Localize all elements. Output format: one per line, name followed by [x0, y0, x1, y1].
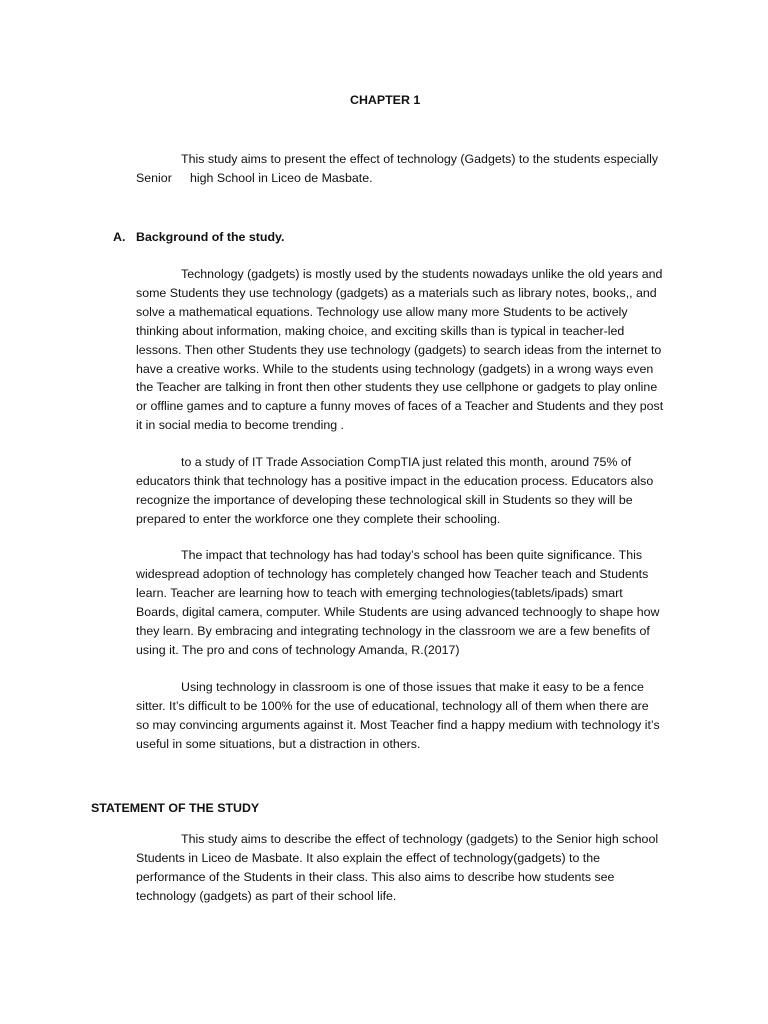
paragraph-line: prepared to enter the workforce one they complete their schooling.	[136, 511, 501, 526]
paragraph-line: Boards, digital camera, computer. While Students are using advanced technoogly to shape how	[136, 604, 660, 619]
paragraph-line: or offline games and to capture a funny moves of faces of a Teacher and Students and they post	[136, 399, 664, 414]
paragraph-line: The impact that technology has had today’s school has been quite significance. This	[181, 548, 643, 562]
paragraph-line: technology (gadgets) as part of their school life.	[136, 888, 397, 903]
paragraph-line: solve a mathematical equations. Technology use allow many more Students to be actively	[136, 304, 628, 319]
paragraph-line: educators think that technology has a positive impact in the education process. Educators also	[136, 473, 654, 488]
paragraph-line: Technology (gadgets) is mostly used by the students nowadays unlike the old years and	[181, 267, 663, 281]
paragraph-line: some Students they use technology (gadgets) as a materials such as library notes, books,, and	[136, 285, 657, 300]
background-paragraph-4	[136, 678, 696, 754]
paragraph-line: thinking about information, making choice, and exciting skills than is typical in teacher-led	[136, 323, 625, 338]
intro-line-2b: high School in Liceo de Masbate.	[190, 171, 373, 185]
statement-paragraph	[136, 830, 696, 906]
intro-line-1: This study aims to present the effect of technology (Gadgets) to the students especially	[181, 152, 659, 166]
paragraph-line: useful in some situations, but a distraction in others.	[136, 736, 421, 751]
paragraph-line: performance of the Students in their class. This also aims to describe how students see	[136, 869, 615, 884]
background-paragraph-1	[136, 265, 696, 435]
paragraph-line: Using technology in classroom is one of those issues that make it easy to be a fence	[181, 680, 644, 694]
section-a-heading: Background of the study.	[136, 230, 285, 244]
paragraph-line: the Teacher are talking in front then other students they use cellphone or gadgets to play online	[136, 380, 658, 395]
background-paragraph-2	[136, 453, 696, 529]
paragraph-line: lessons. Then other Students they use technology (gadgets) to search ideas from the internet to	[136, 342, 662, 357]
paragraph-line: This study aims to describe the effect of technology (gadgets) to the Senior high school	[181, 832, 659, 846]
paragraph-line: sitter. It’s difficult to be 100% for the use of educational, technology all of them when there are	[136, 698, 649, 713]
paragraph-line: so may convincing arguments against it. Most Teacher find a happy medium with technology it’s	[136, 717, 660, 732]
background-paragraph-3	[136, 546, 696, 659]
statement-heading: STATEMENT OF THE STUDY	[91, 801, 260, 815]
paragraph-line: widespread adoption of technology has completely changed how Teacher teach and Students	[136, 566, 649, 581]
paragraph-line: Students in Liceo de Masbate. It also explain the effect of technology(gadgets) to the	[136, 850, 601, 865]
section-a-marker: A.	[113, 230, 126, 244]
paragraph-line: to a study of IT Trade Association CompTIA just related this month, around 75% of	[181, 455, 632, 469]
chapter-title: CHAPTER 1	[350, 93, 421, 107]
paragraph-line: they learn. By embracing and integrating technology in the classroom we are a few benefits of	[136, 623, 650, 638]
paragraph-line: have a creative works. While to the students using technology (gadgets) in a wrong ways even	[136, 361, 654, 376]
paragraph-line: recognize the importance of developing these technological skill in Students so they will be	[136, 492, 633, 507]
paragraph-line: learn. Teacher are learning how to teach with emerging technologies(tablets/ipads) smart	[136, 585, 623, 600]
paragraph-line: it in social media to become trending .	[136, 418, 344, 433]
intro-line-2a: Senior	[136, 171, 172, 185]
paragraph-line: using it. The pro and cons of technology Amanda, R.(2017)	[136, 642, 460, 657]
